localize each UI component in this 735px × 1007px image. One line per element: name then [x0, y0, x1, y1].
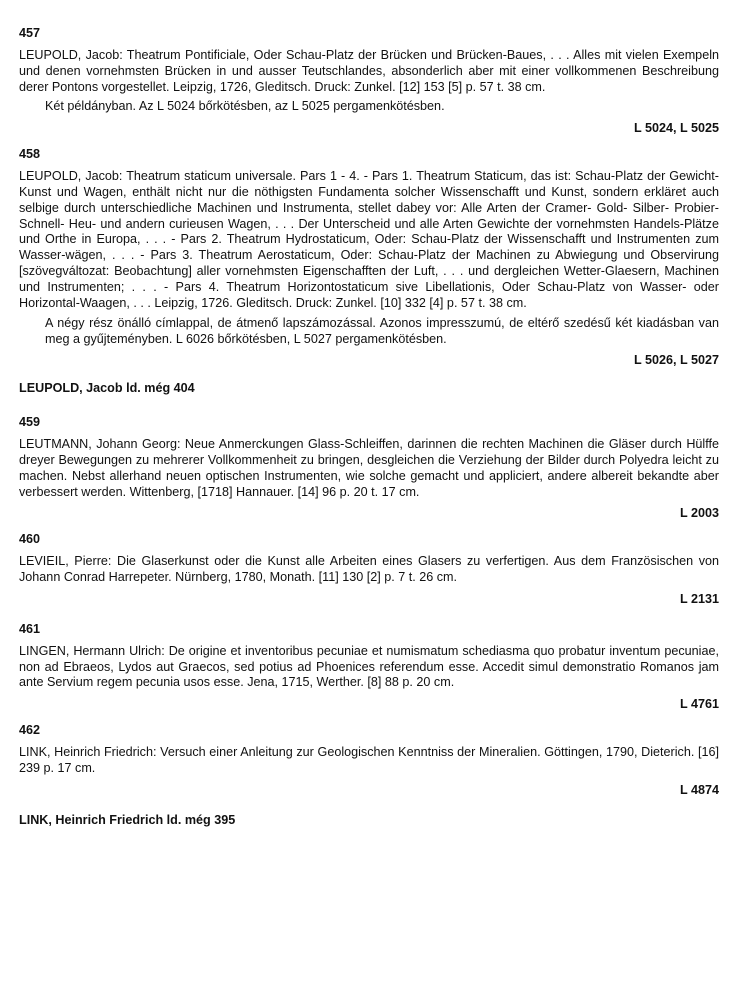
catalog-entry-458	[19, 147, 719, 369]
entry-description: LINGEN, Hermann Ulrich: De origine et inventoribus pecuniae et numismatum schediasma quo probatur inventum pecuniae, non ad Ebraeos, Lydos aut Graecos, sed potius ad Phoenices referendum esse. Accedit simul demonstratio Romanos jam ante Servium regem pecunia usos esse. Jena, 1715, Werther. [8] 88 p. 20 cm.	[19, 643, 719, 690]
shelf-mark: L 2131	[680, 591, 719, 606]
entry-description: LEUPOLD, Jacob: Theatrum Pontificiale, Oder Schau-Platz der Brücken und Brücken-Baues, . . . Alles mit vielen Exempeln und denen vornehmsten Brücken in und ausser Teutschlandes, absonderlich aber mit einer vollkommenen Beschreibung derer Pontons vorgestellet. Leipzig, 1726, Gleditsch. Druck: Zunkel. [12] 153 [5] p. 57 t. 38 cm.	[19, 47, 719, 94]
catalog-entry-459	[19, 415, 719, 522]
catalog-entry-457	[19, 26, 719, 137]
shelf-mark: L 4874	[680, 782, 719, 797]
cross-reference: LEUPOLD, Jacob ld. még 404	[19, 381, 195, 396]
catalog-entry-461	[19, 622, 719, 713]
entry-note: Két példányban. Az L 5024 bőrkötésben, az L 5025 pergamenkötésben.	[45, 99, 445, 114]
entry-description: LEUTMANN, Johann Georg: Neue Anmerckungen Glass-Schleiffen, darinnen die rechten Machinen die Gläser durch Hülffe dreyer Bewegungen zu mehrerer Vollkommenheit zu bringen, desgleichen die Verziehung der Bilder durch Polyedra leicht zu machen. Nebst allerhand neuen optischen Instrumenten, wie solche gemacht und appliciert, andere albereit bekandte aber verbessert werden. Wittenberg, [1718] Hannauer. [14] 96 p. 20 t. 17 cm.	[19, 437, 719, 499]
entry-description: LEUPOLD, Jacob: Theatrum staticum universale. Pars 1 - 4. - Pars 1. Theatrum Staticum, das ist: Schau-Platz der Gewicht-Kunst und Wagen, enthält nicht nur die nöthigsten Fundamenta solcher Wissenschafft und Kunst, sondern erkläret auch selbige durch unterschiedliche Machinen und Instrumenta, stellet dabey vor: Alle Arten der Cramer- Gold- Silber- Probier- Schnell- Heu- und andern curieusen Wagen, . . . Der Unterscheid und alle Arten Gewichte der vornehmsten Handels-Plätze und Orthe in Europa, . . . - Pars 2. Theatrum Hydrostaticum, Oder: Schau-Platz der Wissenschafft und Instrumenten zum Wasser-wägen, . . . - Pars 3. Theatrum Aerostaticum, Oder: Schau-Platz der Machinen zu Abwiegung und Observirung [szövegváltozat: Beobachtung] aller vornehmsten Eigenschafften der Luft, . . . und dergleichen Wetter-Glaesern, Machinen und Instrumenten; . . . - Pars 4. Theatrum Horizontostaticum sive Libellationis, Oder Schau-Platz von Wasser- oder Horizontal-Waagen, . . . Leipzig, 1726. Gleditsch. Druck: Zunkel. [10] 332 [4] p. 57 t. 38 cm.	[19, 169, 719, 310]
shelf-mark: L 5026, L 5027	[634, 353, 719, 368]
cross-reference: LINK, Heinrich Friedrich ld. még 395	[19, 812, 236, 827]
entry-description: LINK, Heinrich Friedrich: Versuch einer Anleitung zur Geologischen Kenntniss der Mineralien. Göttingen, 1790, Dieterich. [16] 239 p. 17 cm.	[19, 744, 719, 775]
shelf-mark: L 2003	[680, 506, 719, 521]
entry-number: 462	[19, 723, 41, 738]
catalog-entry-460	[19, 532, 719, 607]
catalog-entry-462	[19, 723, 719, 798]
entry-number: 457	[19, 26, 41, 40]
shelf-mark: L 5024, L 5025	[634, 121, 719, 136]
shelf-mark: L 4761	[680, 697, 719, 712]
entry-number: 460	[19, 532, 41, 547]
entry-number: 459	[19, 415, 41, 430]
entry-number: 461	[19, 621, 41, 636]
catalog-page	[19, 26, 719, 828]
entry-number: 458	[19, 147, 41, 162]
entry-description: LEVIEIL, Pierre: Die Glaserkunst oder die Kunst alle Arbeiten eines Glasers zu verfertigen. Aus dem Französischen von Johann Conrad Harrepeter. Nürnberg, 1780, Monath. [11] 130 [2] p. 7 t. 26 cm.	[19, 554, 719, 585]
entry-note: A négy rész önálló címlappal, de átmenő lapszámozással. Azonos impresszumú, de eltérő szedésű két kiadásban van meg a gyűjteményben. L 6026 bőrkötésben, L 5027 pergamenkötésben.	[45, 315, 719, 346]
